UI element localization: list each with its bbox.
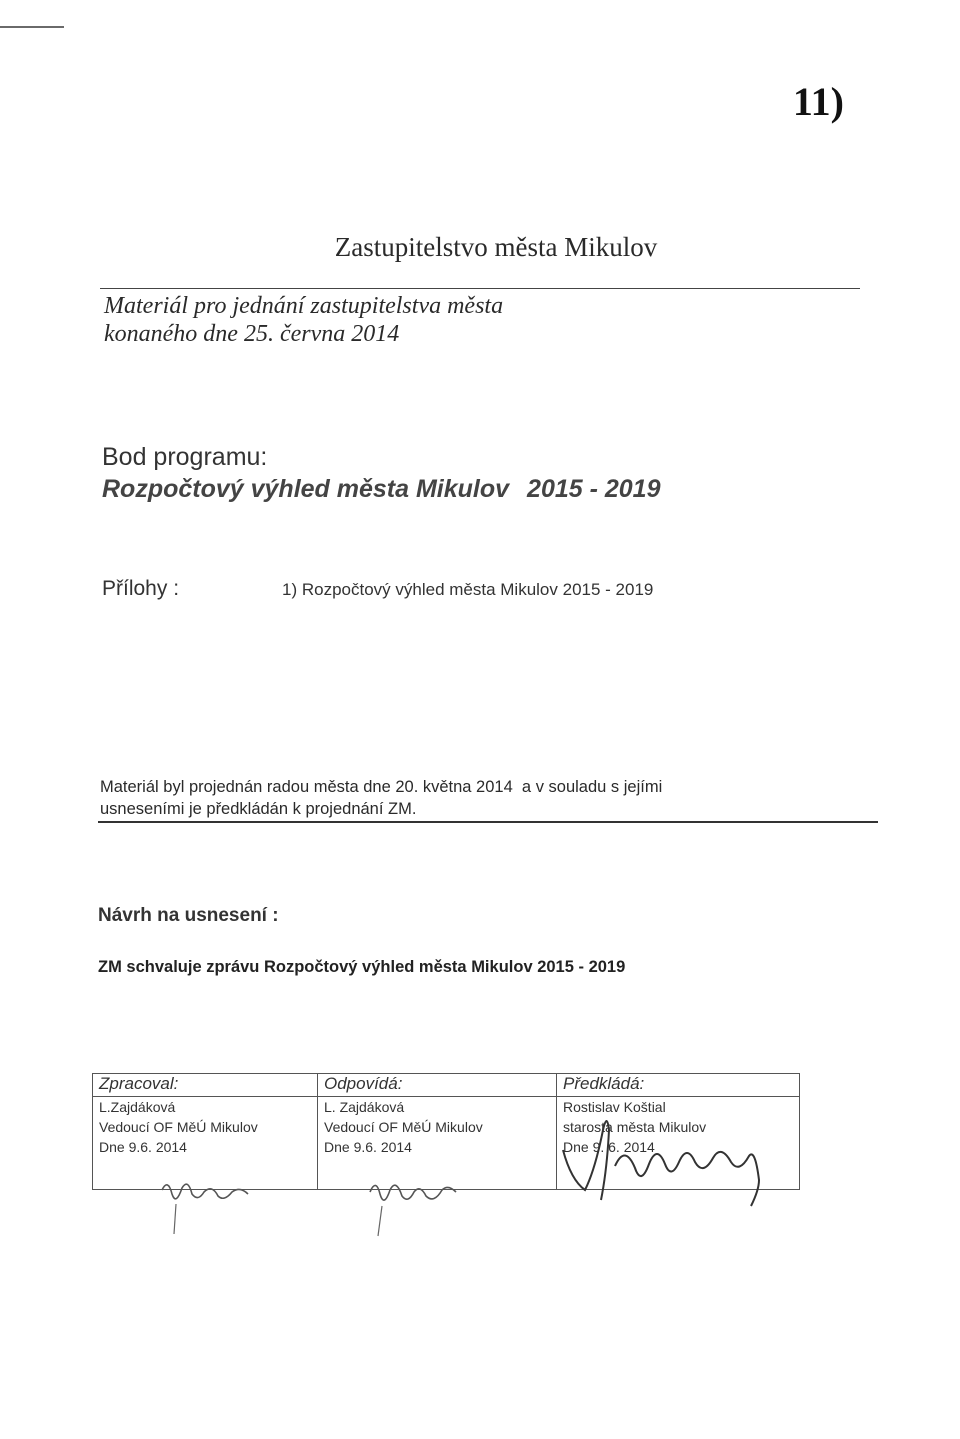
responsible-role: Vedoucí OF MěÚ Mikulov (324, 1119, 483, 1135)
meeting-info (104, 292, 664, 348)
signature-header-row (93, 1074, 800, 1097)
agenda-title-text: Rozpočtový výhled města Mikulov (102, 475, 510, 503)
prepared-by-heading: Zpracoval: (93, 1074, 318, 1097)
responsible-heading: Odpovídá: (318, 1074, 557, 1097)
prepared-by-name: L.Zajdáková (99, 1099, 176, 1115)
approval-note (100, 776, 820, 820)
meeting-info-line-2: konaného dne 25. června 2014 (104, 321, 400, 347)
section-divider (98, 821, 878, 823)
prepared-by-date: Dne 9.6. 2014 (99, 1139, 187, 1155)
agenda-years: 2015 - 2019 (527, 475, 661, 503)
signature-body-row (93, 1097, 800, 1190)
prepared-by-role: Vedoucí OF MěÚ Mikulov (99, 1119, 258, 1135)
header-divider (100, 288, 860, 289)
submitted-by-date: Dne 9. 6. 2014 (563, 1139, 655, 1155)
scan-mark (0, 26, 64, 28)
prepared-by-cell (93, 1097, 318, 1190)
attachments-label: Přílohy : (102, 577, 180, 600)
responsible-name: L. Zajdáková (324, 1099, 405, 1115)
signature-table (92, 1073, 800, 1190)
agenda-title (102, 475, 661, 504)
meeting-info-line-1: Materiál pro jednání zastupitelstva města (104, 293, 504, 319)
approval-note-line-2: usneseními je předkládán k projednání ZM. (100, 800, 417, 818)
proposal-label: Návrh na usnesení : (98, 905, 279, 926)
submitted-by-role: starosta města Mikulov (563, 1119, 707, 1135)
approval-note-line-1: Materiál byl projednán radou města dne 20. května 2014 a v souladu s jejími (100, 778, 663, 796)
attachment-item: 1) Rozpočtový výhled města Mikulov 2015 - 2019 (282, 580, 654, 599)
responsible-date: Dne 9.6. 2014 (324, 1139, 412, 1155)
agenda-label: Bod programu: (102, 443, 268, 471)
council-title: Zastupitelstvo města Mikulov (334, 232, 658, 262)
responsible-cell (318, 1097, 557, 1190)
submitted-by-heading: Předkládá: (557, 1074, 800, 1097)
proposal-text: ZM schvaluje zprávu Rozpočtový výhled města Mikulov 2015 - 2019 (98, 958, 626, 976)
page-number: 11) (792, 79, 844, 124)
submitted-by-name: Rostislav Koštial (563, 1099, 666, 1115)
submitted-by-cell (557, 1097, 800, 1190)
